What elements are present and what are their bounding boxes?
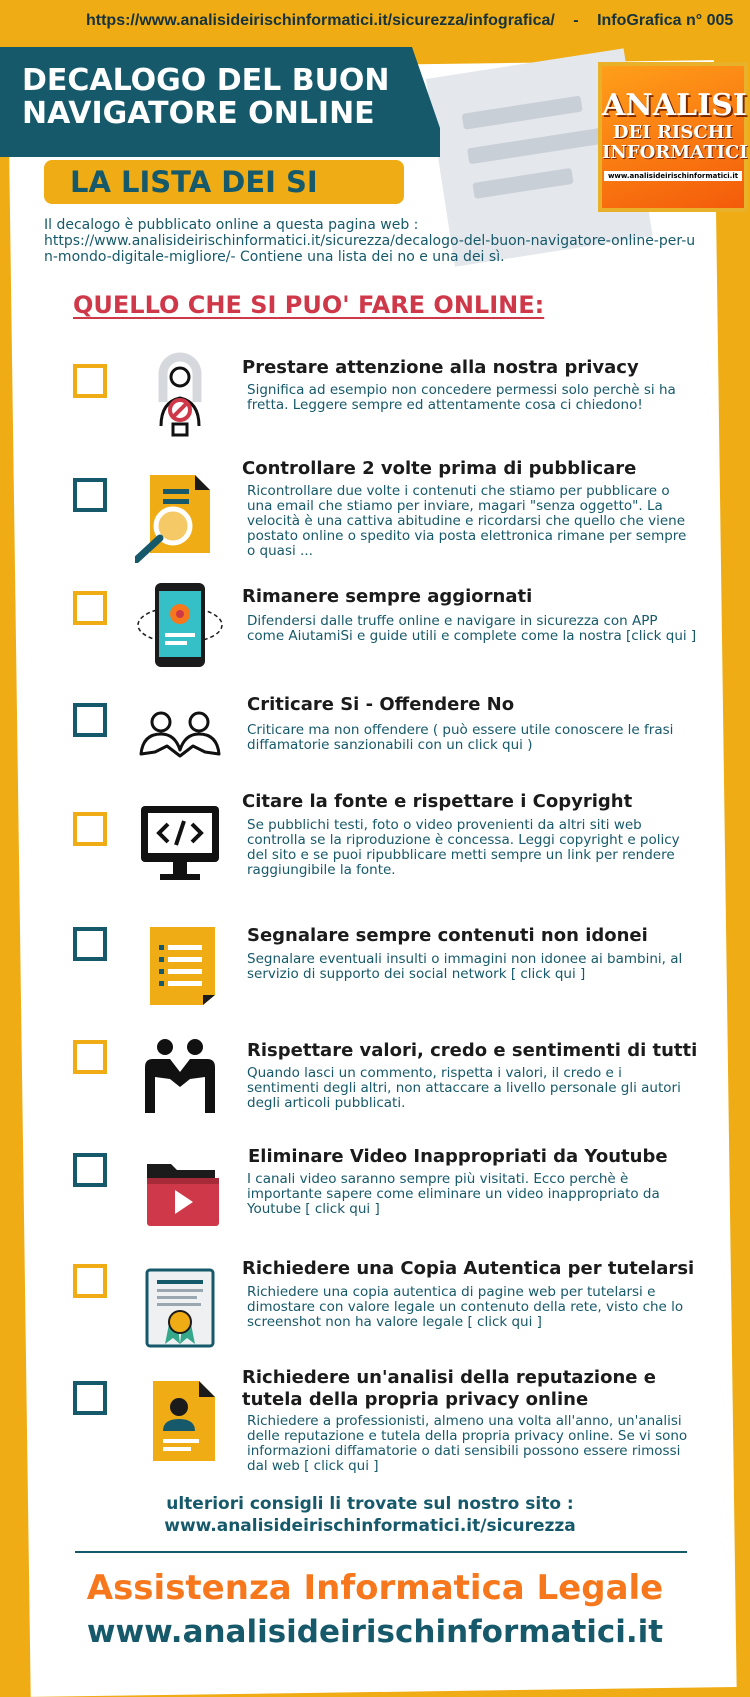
footer-divider [75,1551,687,1553]
list-item [0,1143,750,1243]
list-document-icon [135,920,225,1010]
document-line [462,96,583,130]
item-title: Controllare 2 volte prima di pubblicare [242,458,637,479]
item-title: Eliminare Video Inappropriati da Youtube [248,1146,668,1167]
code-monitor-icon [135,799,225,889]
item-checkbox[interactable] [73,478,107,512]
item-description: Richiedere a professionisti, almeno una volta all'anno, un'analisi delle reputazione e tutela della propria privacy online. Se vi sono informazioni diffamatorie o dati sensibili possono essere rimossi dal web [ click qui ] [247,1413,688,1474]
intro-text [44,217,704,265]
item-title: Richiedere una Copia Autentica per tutelarsi [242,1258,695,1279]
document-search-icon [135,473,225,563]
document-line [472,168,573,199]
item-checkbox[interactable] [73,703,107,737]
item-checkbox[interactable] [73,591,107,625]
item-description: Ricontrollare due volte i contenuti che stiamo per pubblicare o una email che stiamo per inviare, magari "senza oggetto". La velocità è una cattiva abitudine e ricordarsi che quello che viene postato online o spedito via posta elettronica rimane per sempre o quasi ... [247,483,687,559]
page-title-line1: DECALOGO DEL BUON [22,63,390,98]
item-description: Criticare ma non offendere ( può essere utile conoscere le frasi diffamatorie sanzionabili con un click qui ) [247,722,674,753]
page-title-line2: NAVIGATORE ONLINE [22,96,375,131]
item-checkbox[interactable] [73,364,107,398]
footer-more-line1: ulteriori consigli li trovate sul nostro sito : [166,1494,574,1514]
item-title: Segnalare sempre contenuti non idonei [247,925,648,946]
list-item [0,352,750,452]
footer-more-info [80,1493,660,1537]
item-checkbox[interactable] [73,1381,107,1415]
list-item [0,788,750,888]
item-title: Prestare attenzione alla nostra privacy [242,357,639,378]
item-description: I canali video saranno sempre più visitati. Ecco perchè è importante sapere come eliminare un video inappropriato da Youtube [ click qui ] [247,1171,660,1217]
intro-line1: Il decalogo è pubblicato online a questa pagina web : [44,217,419,233]
item-description: Significa ad esempio non concedere permessi solo perchè si ha fretta. Leggere sempre ed attentamente cosa ci chiedono! [247,382,676,413]
header-url[interactable]: https://www.analisideirischinformatici.it/sicurezza/infografica/ [86,12,555,29]
page-title [22,64,422,130]
list-item [0,1367,750,1474]
item-title: Criticare Si - Offendere No [247,694,515,715]
brand-logo [598,62,748,212]
logo-line2: DEI RISCHI [612,122,734,143]
item-checkbox[interactable] [73,1040,107,1074]
item-checkbox[interactable] [73,927,107,961]
item-description: Se pubblichi testi, foto o video provenienti da altri siti web controlla se la riproduzione è concessa. Leggi copyright e policy del sito e se puoi ripubblicare metti sempre un link per rendere raggiungibile la fonte. [247,817,680,878]
section-subtitle: QUELLO CHE SI PUO' FARE ONLINE: [73,291,545,319]
header-separator: - [573,12,579,29]
list-item [0,458,750,558]
item-checkbox[interactable] [73,1264,107,1298]
item-checkbox[interactable] [73,812,107,846]
infografica-number: InfoGrafica n° 005 [597,12,734,29]
item-title: Rispettare valori, credo e sentimenti di tutti [247,1040,698,1061]
footer-more-link[interactable]: www.analisideirischinformatici.it/sicurezza [164,1516,576,1536]
item-description: Segnalare eventuali insulti o immagini non idonee ai bambini, al servizio di supporto dei social network [ click qui ] [247,951,683,982]
list-item [0,1257,750,1357]
footer-site-link[interactable]: www.analisideirischinformatici.it [86,1614,664,1650]
certificate-icon [135,1263,225,1353]
list-item [0,578,750,678]
logo-line1: ANALISI [602,88,747,123]
item-title: Rimanere sempre aggiornati [242,586,533,607]
list-item [0,915,750,1015]
video-folder-icon [135,1148,225,1238]
list-item [0,1030,750,1130]
intro-link[interactable]: https://www.analisideirischinformatici.it/sicurezza/decalogo-del-buon-navigatore-online-per-un-mondo-digitale-migliore/- Contiene una lista dei no e una dei sì. [44,233,696,265]
logo-url: www.analisideirischinformatici.it [604,171,742,181]
item-checkbox[interactable] [73,1153,107,1187]
item-title: Richiedere un'analisi della reputazione e tutela della propria privacy online [242,1367,656,1410]
footer-tagline: Assistenza Informatica Legale [86,1568,664,1608]
list-label: LA LISTA DEI SI [44,160,404,204]
item-description: Quando lasci un commento, rispetta i valori, il credo e i sentimenti degli altri, non attaccare a livello personale gli autori degli articoli pubblicati. [247,1065,681,1111]
privacy-lock-icon [135,352,225,442]
item-description: Difendersi dalle truffe online e navigare in sicurezza con APP come AiutamiSi e guide utili e complete come la nostra [click qui ] [247,613,697,644]
handshake-icon [135,1032,225,1122]
list-item [0,691,750,791]
people-icon [135,693,225,783]
document-line [467,127,608,164]
header-url-bar [86,12,736,30]
item-title: Citare la fonte e rispettare i Copyright [242,791,633,812]
logo-line3: INFORMATICI [602,142,748,163]
smartphone-bug-icon [135,580,225,670]
item-description: Richiedere una copia autentica di pagine web per tutelarsi e dimostare con valore legale un contenuto della rete, visto che lo screenshot non ha valore legale [ click qui ] [247,1284,684,1330]
profile-document-icon [135,1376,225,1466]
